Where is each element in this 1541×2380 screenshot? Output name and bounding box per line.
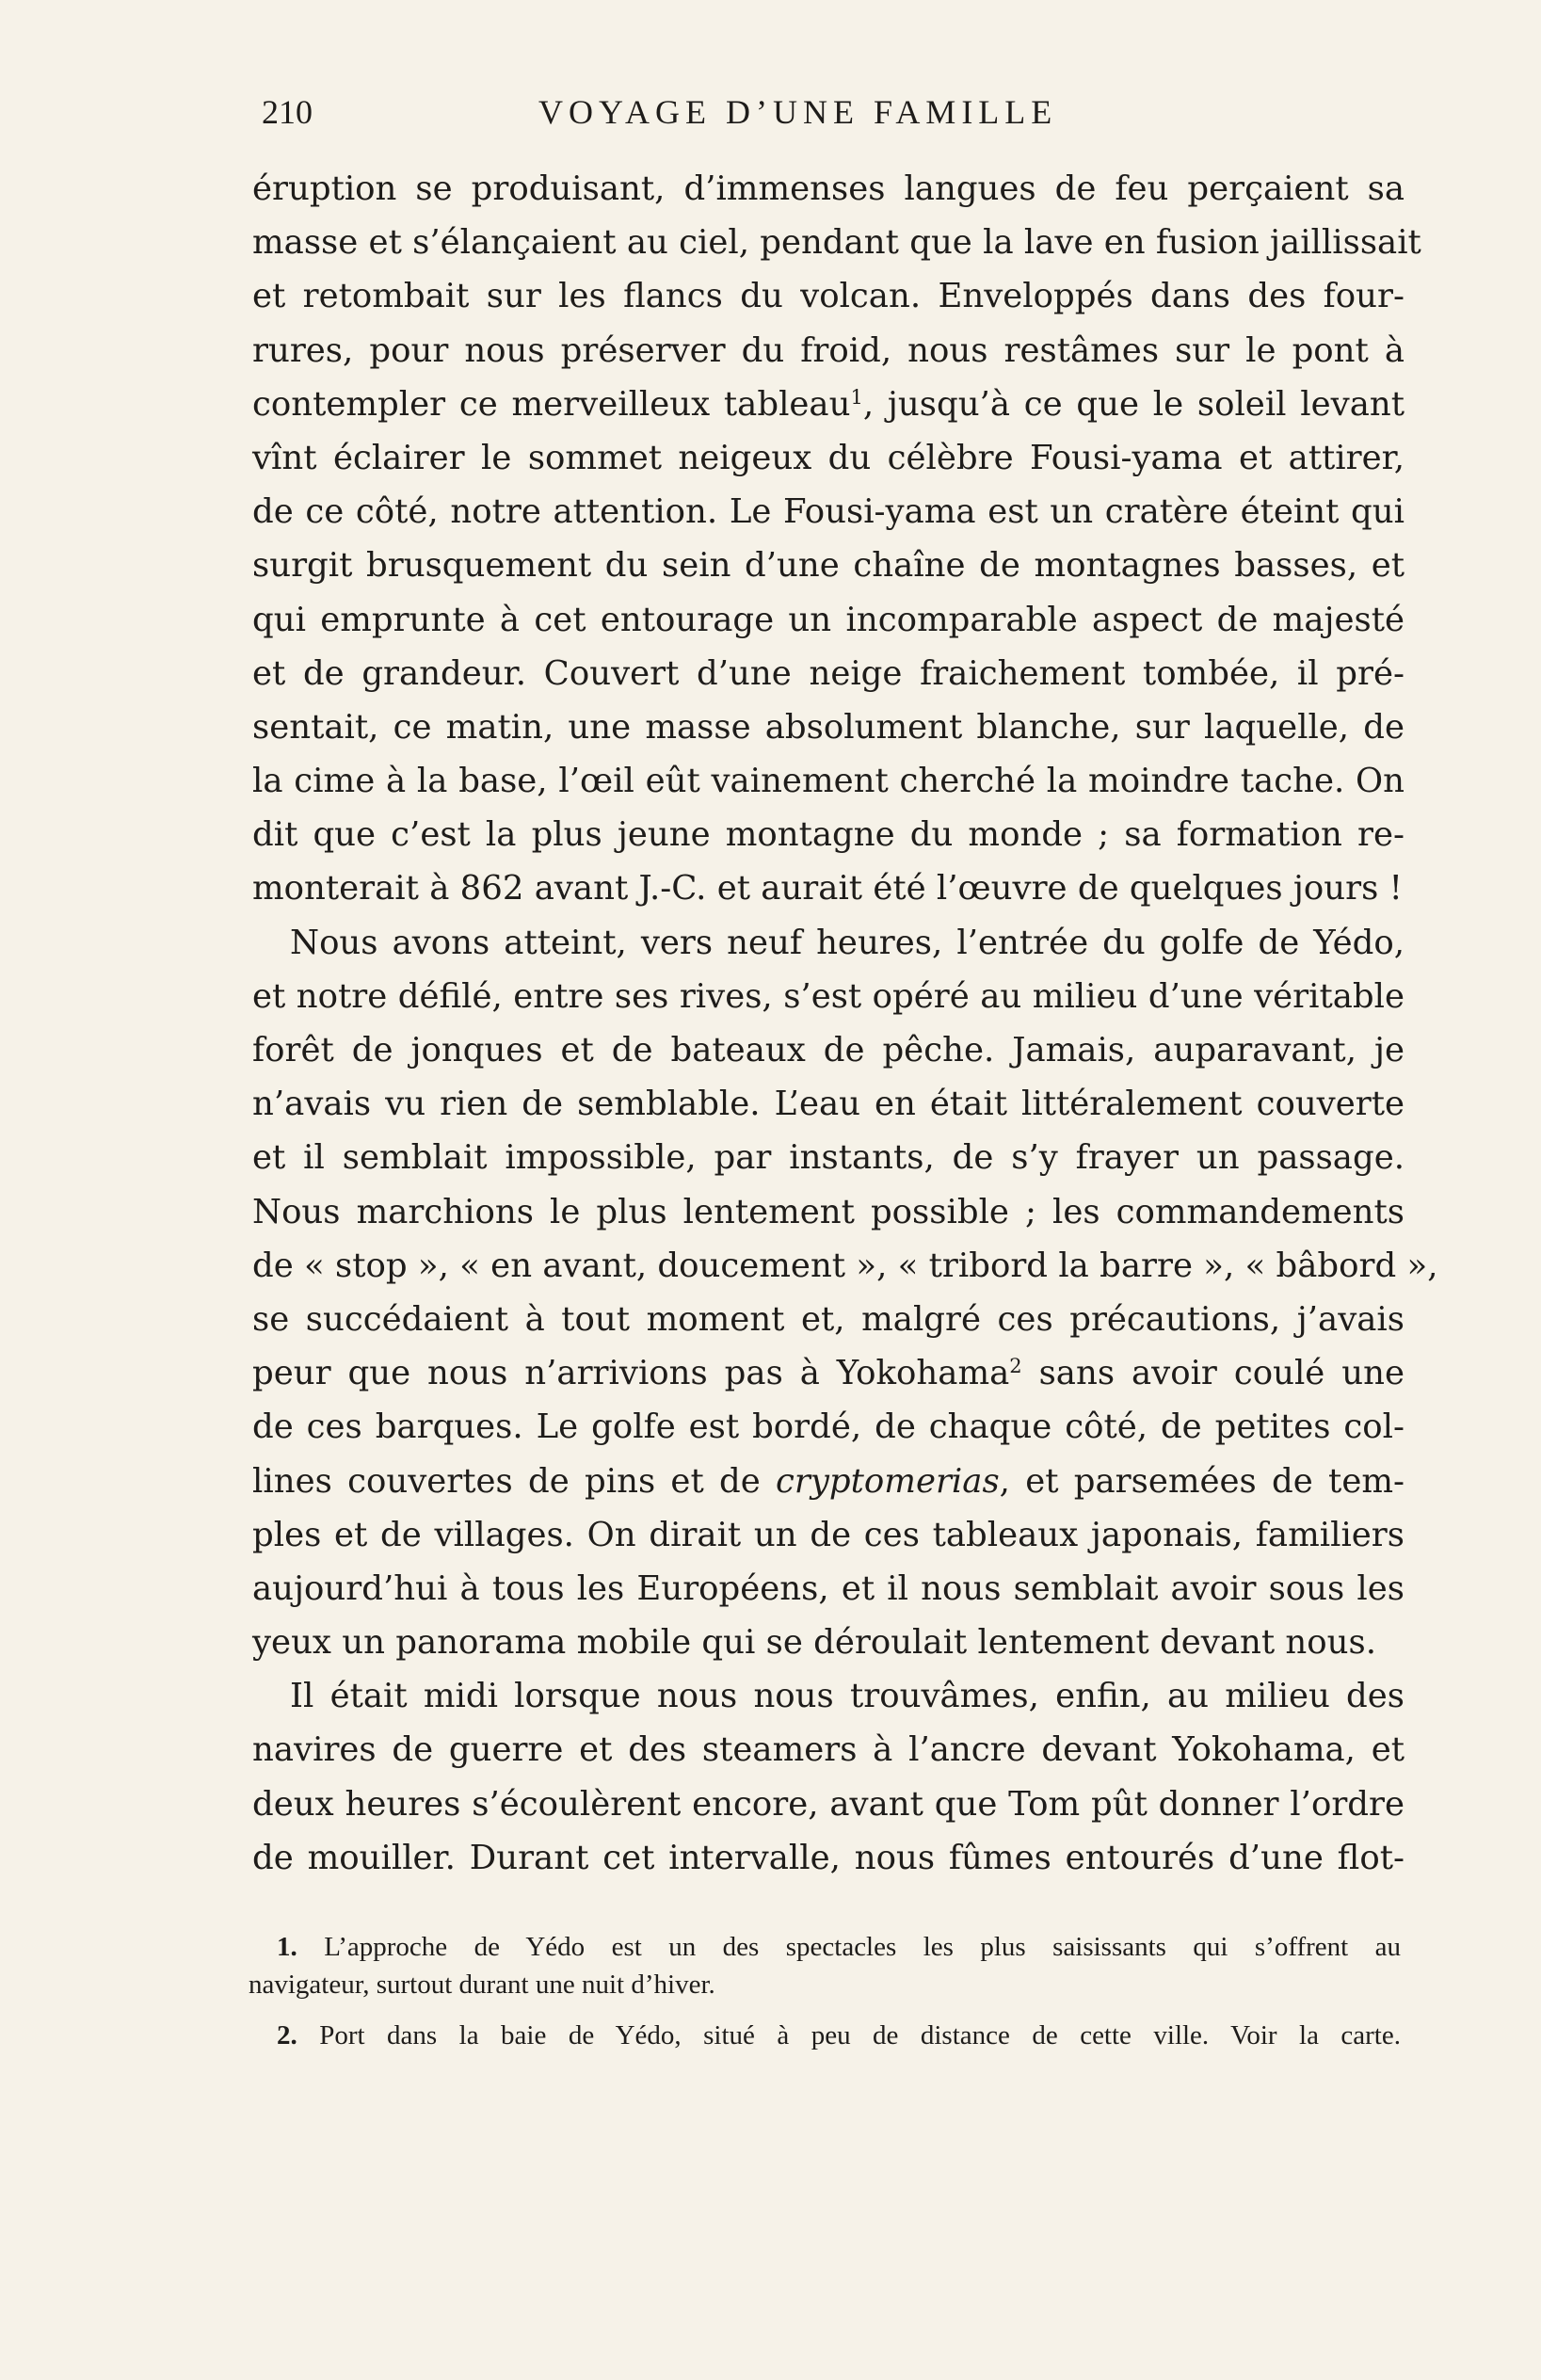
text-line: de ces barques. Le golfe est bordé, de chaque côté, de petites col- (252, 1407, 1405, 1447)
text-segment: contempler ce merveilleux tableau (252, 384, 851, 424)
footnote-text: Port dans la baie de Yédo, situé à peu de distance de cette ville. Voir la carte. (319, 2020, 1401, 2050)
text-segment: lines couvertes de pins et de (252, 1461, 761, 1501)
text-segment: , jusqu’à ce que le soleil levant (862, 384, 1405, 424)
text-line: surgit brusquement du sein d’une chaîne de montagnes basses, et (252, 546, 1405, 586)
footnote-1 (249, 1928, 1401, 1966)
text-line: la cime à la base, l’œil eût vainement cherché la moindre tache. On (252, 762, 1405, 801)
text-line: masse et s’élançaient au ciel, pendant que la lave en fusion jaillissait (252, 223, 1421, 263)
text-line: dit que c’est la plus jeune montagne du monde ; sa formation re- (252, 815, 1405, 855)
text-line: deux heures s’écoulèrent encore, avant que Tom pût donner l’ordre (252, 1784, 1405, 1824)
text-line (252, 1346, 1405, 1400)
text-segment: , et parsemées de tem- (999, 1461, 1405, 1501)
text-segment: sans avoir coulé une (1021, 1354, 1405, 1393)
text-line: Il était midi lorsque nous nous trouvâmes, enfin, au milieu des (290, 1677, 1405, 1716)
text-line: et notre défilé, entre ses rives, s’est opéré au milieu d’une véritable (252, 976, 1405, 1016)
footnote-number: 1. (277, 1932, 297, 1962)
italic-term: cryptomerias (776, 1461, 1000, 1501)
text-line: yeux un panorama mobile qui se déroulait lentement devant nous. (252, 1623, 1377, 1663)
text-line: qui emprunte à cet entourage un incomparable aspect de majesté (252, 600, 1405, 639)
text-line: et retombait sur les flancs du volcan. Enveloppés dans des four- (252, 277, 1405, 316)
footnote-2 (249, 2017, 1401, 2054)
text-segment: peur que nous n’arrivions pas à Yokohama (252, 1354, 1010, 1393)
text-line: vînt éclairer le sommet neigeux du célèbre Fousi-yama et attirer, (252, 438, 1405, 477)
text-line: navires de guerre et des steamers à l’ancre devant Yokohama, et (252, 1730, 1405, 1770)
footnote-text: L’approche de Yédo est un des spectacles les plus saisissants qui s’offrent au (324, 1932, 1402, 1962)
text-line (252, 1455, 1405, 1508)
running-title: VOYAGE D’UNE FAMILLE (538, 93, 1058, 131)
page-number: 210 (262, 93, 313, 131)
body-text (252, 162, 1438, 1885)
text-line: se succédaient à tout moment et, malgré ces précautions, j’avais (252, 1299, 1405, 1339)
footnote-ref-2: 2 (1009, 1355, 1022, 1378)
text-line: de ce côté, notre attention. Le Fousi-yama est un cratère éteint qui (252, 492, 1405, 532)
text-line: ples et de villages. On dirait un de ces tableaux japonais, familiers (252, 1515, 1405, 1554)
text-line: Nous marchions le plus lentement possible ; les commandements (252, 1192, 1405, 1231)
text-line: aujourd’hui à tous les Européens, et il nous semblait avoir sous les (252, 1568, 1405, 1608)
footnote-1-continued: navigateur, surtout durant une nuit d’hiver. (249, 1970, 715, 2000)
text-line: monterait à 862 avant J.-C. et aurait été l’œuvre de quelques jours ! (252, 869, 1403, 909)
text-line: n’avais vu rien de semblable. L’eau en était littéralement couverte (252, 1085, 1405, 1124)
text-line: et il semblait impossible, par instants, de s’y frayer un passage. (252, 1138, 1405, 1178)
text-line: de mouiller. Durant cet intervalle, nous fûmes entourés d’une flot- (252, 1838, 1405, 1877)
text-line: Nous avons atteint, vers neuf heures, l’entrée du golfe de Yédo, (290, 923, 1405, 962)
text-line: rures, pour nous préserver du froid, nous restâmes sur le pont à (252, 330, 1405, 370)
text-line: de « stop », « en avant, doucement », « tribord la barre », « bâbord », (252, 1246, 1438, 1285)
footnotes (249, 1928, 1401, 2054)
text-line: éruption se produisant, d’immenses langues de feu perçaient sa (252, 169, 1405, 208)
text-line (252, 378, 1405, 431)
footnote-ref-1: 1 (850, 385, 863, 409)
text-line: forêt de jonques et de bateaux de pêche. Jamais, auparavant, je (252, 1031, 1405, 1069)
text-line: et de grandeur. Couvert d’une neige fraichement tombée, il pré- (252, 653, 1405, 693)
text-line: sentait, ce matin, une masse absolument blanche, sur laquelle, de (252, 707, 1405, 747)
running-head (256, 88, 1405, 136)
footnote-number: 2. (277, 2020, 297, 2050)
